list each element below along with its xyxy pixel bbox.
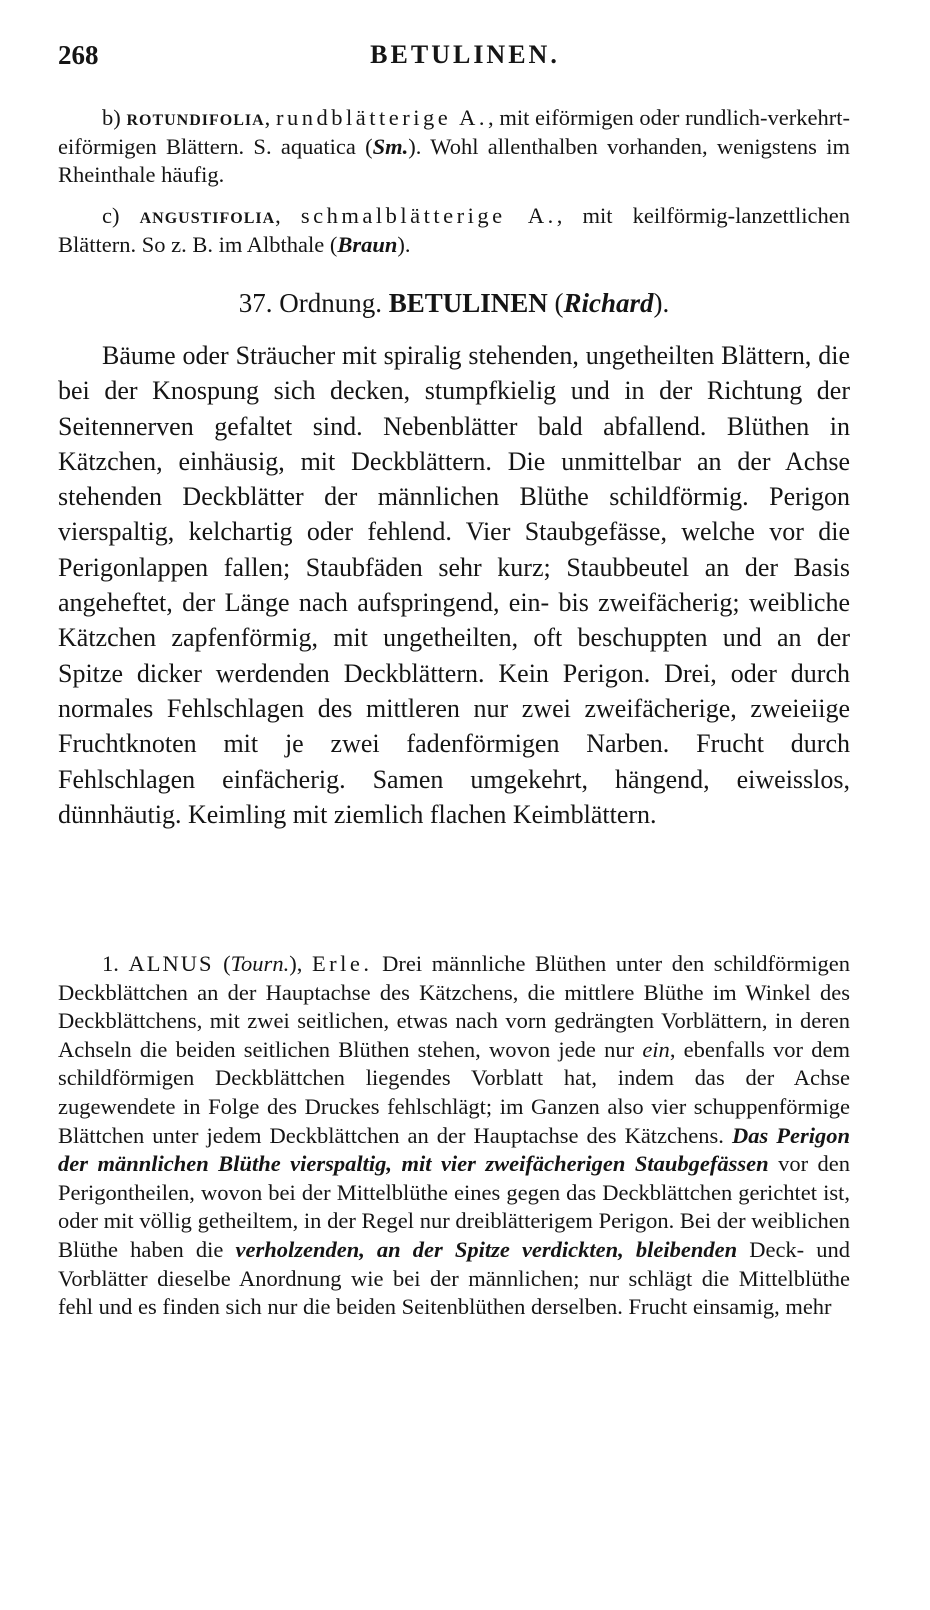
genus-common-name: Erle. xyxy=(311,951,373,976)
order-heading xyxy=(58,288,850,319)
variety-c-german-name: schmalblätterige A. xyxy=(300,203,557,228)
order-author: Richard xyxy=(563,288,654,318)
order-open-paren: ( xyxy=(554,288,564,318)
genus-close-paren: ), xyxy=(289,951,303,976)
genus-name: ALNUS xyxy=(128,951,214,976)
variety-b-letter: b) xyxy=(102,105,121,130)
genus-italic-2: verholzenden, an der Spitze verdickten, bleibenden xyxy=(235,1236,738,1262)
variety-b-author: Sm. xyxy=(372,133,409,159)
order-description: Bäume oder Sträucher mit spiralig stehenden, ungetheilten Blättern, die bei der Knospung sich decken, stumpfkielig und in der Richtung der Seitennerven gefaltet sind. Nebenblätter bald abfallend. Blüthen in Kätzchen, einhäusig, mit Deckblättern. Die unmittelbar an der Achse stehenden Deckblätter der männlichen Blüthe schildförmig. Perigon vierspaltig, kelchartig oder fehlend. Vier Staubgefässe, welche vor die Perigonlappen fallen; Staubfäden sehr kurz; Staubbeutel an der Basis angeheftet, der Länge nach aufspringend, ein- bis zweifächerig; weibliche Kätzchen zapfenförmig, mit ungetheilten, oft beschuppten und an der Spitze dicker werdenden Deckblättern. Kein Perigon. Drei, oder durch normales Fehlschlagen des mittleren nur zwei zweifächerige, zweieiige Fruchtknoten mit je zwei fadenförmigen Narben. Frucht durch Fehlschlagen einfächerig. Samen umgekehrt, hängend, eiweisslos, dünnhäutig. Keimling mit ziemlich flachen Keimblättern. xyxy=(58,341,850,829)
order-name: BETULINEN xyxy=(388,288,548,318)
variety-c-letter: c) xyxy=(102,203,120,228)
variety-b-german-name: rundblätterige A. xyxy=(275,105,489,130)
page-header xyxy=(58,40,872,74)
variety-b-text-1: , mit eiförmigen oder rundlich-verkehrt-eiförmigen Blättern. S. aquatica ( xyxy=(58,105,851,159)
variety-b-name: rotundifolia xyxy=(126,105,265,130)
genus-text-1: Drei männliche Blüthen unter den schildförmigen Deckblättchen an der Hauptachse des Kätzchens, die mittlere Blüthe im Winkel des Deckblättchens, mit zwei seitlichen, etwas nach vorn gedrängten Vorblättern, in deren Achseln die beiden seitlichen Blüthen stehen, wovon jede nur xyxy=(58,951,851,1062)
genus-number: 1. xyxy=(102,951,119,976)
variety-b-paragraph: b) rotundifolia, rundblätterige A., mit eiförmigen oder rundlich-verkehrt-eiförmigen Blättern. S. aquatica (Sm.). Wohl allenthalben vorhanden, wenigstens im Rheinthale häufig. xyxy=(58,105,851,188)
genus-text-2: , ebenfalls vor dem schildförmigen Deckblättchen liegendes Vorblatt hat, indem das der Achse zugewendete in Folge des Druckes fehlschlägt; im Ganzen also vier schuppenförmige Blättchen unter jedem Deckblättchen an der Hauptachse des Kätzchens. xyxy=(58,1036,850,1148)
order-close-paren: ). xyxy=(653,288,670,318)
variety-c-paragraph: c) angustifolia, schmalblätterige A., mit keilförmig-lanzettlichen Blättern. So z. B. im Albthale (Braun). xyxy=(58,203,851,257)
variety-c-author: Braun xyxy=(337,231,398,257)
genus-text-3: vor den Perigontheilen, wovon bei der Mittelblüthe eines gegen das Deckblättchen gerichtet ist, oder mit völlig getheiltem, in der Regel nur dreiblätterigem Perigon. Bei der weiblichen Blüthe haben die xyxy=(58,1151,851,1262)
genus-italic-1: Das Perigon der männlichen Blüthe vierspaltig, mit vier zweifächerigen Staubgefässen xyxy=(58,1122,850,1177)
order-prefix: 37. Ordnung. xyxy=(238,288,382,318)
genus-open-paren: ( xyxy=(223,951,231,976)
variety-b-text-2: ). Wohl allenthalben vorhanden, wenigstens im Rheinthale häufig. xyxy=(58,133,850,188)
genus-emphasis-ein: ein xyxy=(642,1036,670,1062)
page-number: 268 xyxy=(58,40,99,70)
variety-c-text-2: ). xyxy=(397,231,411,257)
variety-c-text-1: , mit keilförmig-lanzettlichen Blättern. So z. B. im Albthale ( xyxy=(58,203,851,257)
running-title: BETULINEN. xyxy=(370,40,560,69)
genus-text-4: Deck- und Vorblätter dieselbe Anordnung wie bei der männlichen; nur schlägt die Mittelblüthe fehl und es finden sich nur die beiden Seitenblüthen derselben. Frucht einsamig, mehr xyxy=(58,1236,851,1320)
genus-paragraph xyxy=(58,950,850,1322)
variety-c-name: angustifolia xyxy=(139,203,276,228)
genus-author: Tourn. xyxy=(230,951,290,976)
